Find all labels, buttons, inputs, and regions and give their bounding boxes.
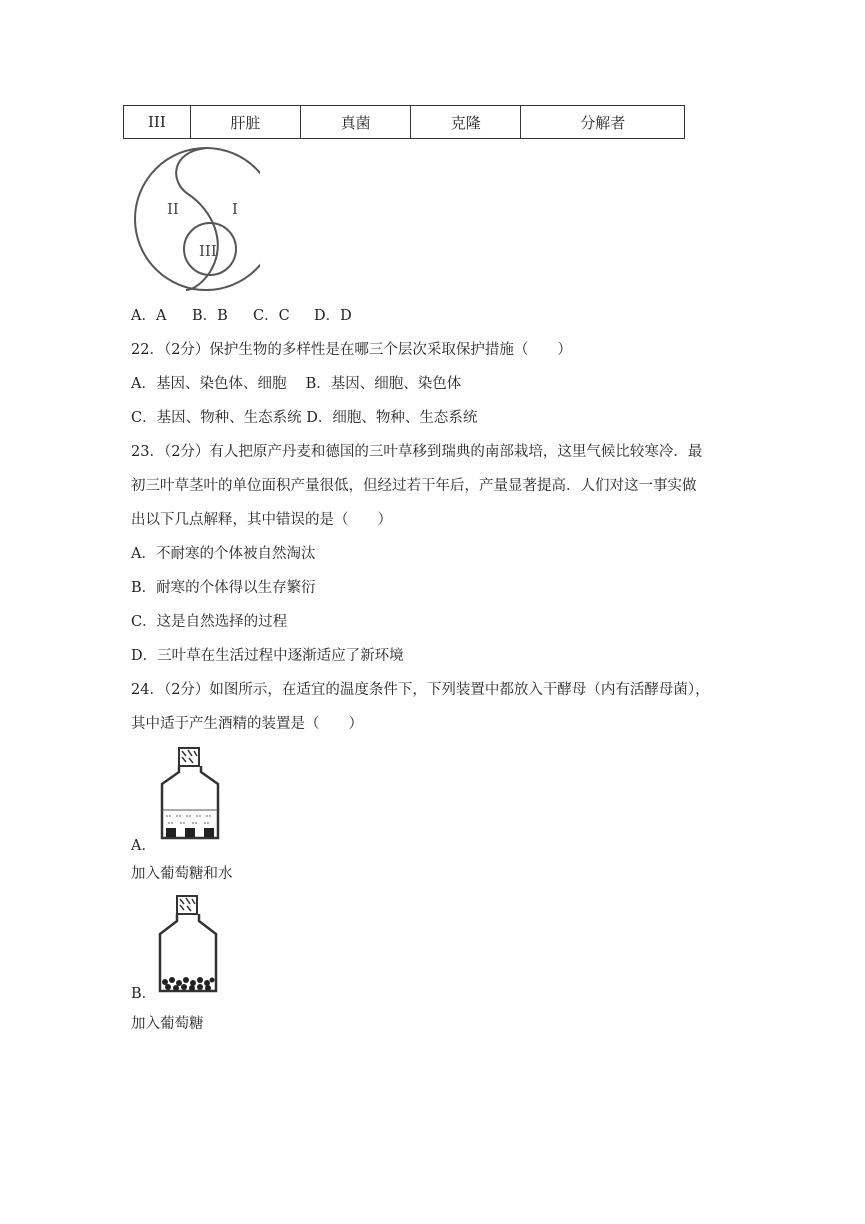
q24-stem-2: 其中适于产生酒精的装置是（ ） bbox=[131, 716, 363, 732]
classification-diagram bbox=[130, 142, 260, 297]
bottle-a-body bbox=[162, 766, 218, 838]
option-b-caption: 加入葡萄糖 bbox=[131, 1016, 204, 1032]
q23-option-d: D．三叶草在生活过程中逐渐适应了新环境 bbox=[131, 648, 404, 664]
diagram-label-i: I bbox=[232, 200, 238, 218]
diagram-label-iii: III bbox=[199, 242, 217, 260]
table-cell: III bbox=[124, 106, 191, 139]
q23-option-c: C．这是自然选择的过程 bbox=[131, 614, 288, 630]
option-b-letter: B． bbox=[131, 986, 157, 1002]
q23-stem-1: 23．（2分）有人把原产丹麦和德国的三叶草移到瑞典的南部栽培，这里气候比较寒冷．最 bbox=[131, 444, 703, 460]
option-a-caption: 加入葡萄糖和水 bbox=[131, 866, 233, 882]
classification-table bbox=[123, 105, 685, 139]
table-cell: 真菌 bbox=[300, 106, 410, 139]
option-a-letter: A． bbox=[131, 838, 156, 854]
q21-options bbox=[131, 306, 352, 326]
outer-circle bbox=[135, 148, 260, 290]
q24-stem-1: 24．（2分）如图所示，在适宜的温度条件下，下列装置中都放入干酵母（内有活酵母菌）， bbox=[131, 682, 710, 698]
q23-option-b: B．耐寒的个体得以生存繁衍 bbox=[131, 580, 316, 596]
q23-stem-2: 初三叶草茎叶的单位面积产量很低，但经过若干年后，产量显著提高．人们对这一事实做 bbox=[131, 478, 697, 494]
q22-stem: 22．（2分）保护生物的多样性是在哪三个层次采取保护措施（ ） bbox=[131, 342, 572, 358]
bottle-b-illustration bbox=[156, 894, 220, 994]
q22-options-line2: C．基因、物种、生态系统 D．细胞、物种、生态系统 bbox=[131, 410, 478, 426]
diagram-label-ii: II bbox=[167, 200, 179, 218]
q21-option-d: D．D bbox=[314, 308, 352, 324]
table-cell: 克隆 bbox=[411, 106, 521, 139]
s-curve bbox=[176, 148, 218, 290]
q23-option-a: A．不耐寒的个体被自然淘汰 bbox=[131, 546, 316, 562]
q21-option-c: C．C bbox=[253, 308, 290, 324]
bottle-a-illustration bbox=[158, 746, 222, 842]
table-cell: 分解者 bbox=[521, 106, 685, 139]
q21-option-a: A．A bbox=[131, 308, 167, 324]
q22-options-line1: A．基因、染色体、细胞 B．基因、细胞、染色体 bbox=[131, 376, 462, 392]
q23-stem-3: 出以下几点解释，其中错误的是（ ） bbox=[131, 512, 392, 528]
table-row bbox=[124, 106, 685, 139]
table-cell: 肝脏 bbox=[190, 106, 300, 139]
q21-option-b: B．B bbox=[192, 308, 228, 324]
